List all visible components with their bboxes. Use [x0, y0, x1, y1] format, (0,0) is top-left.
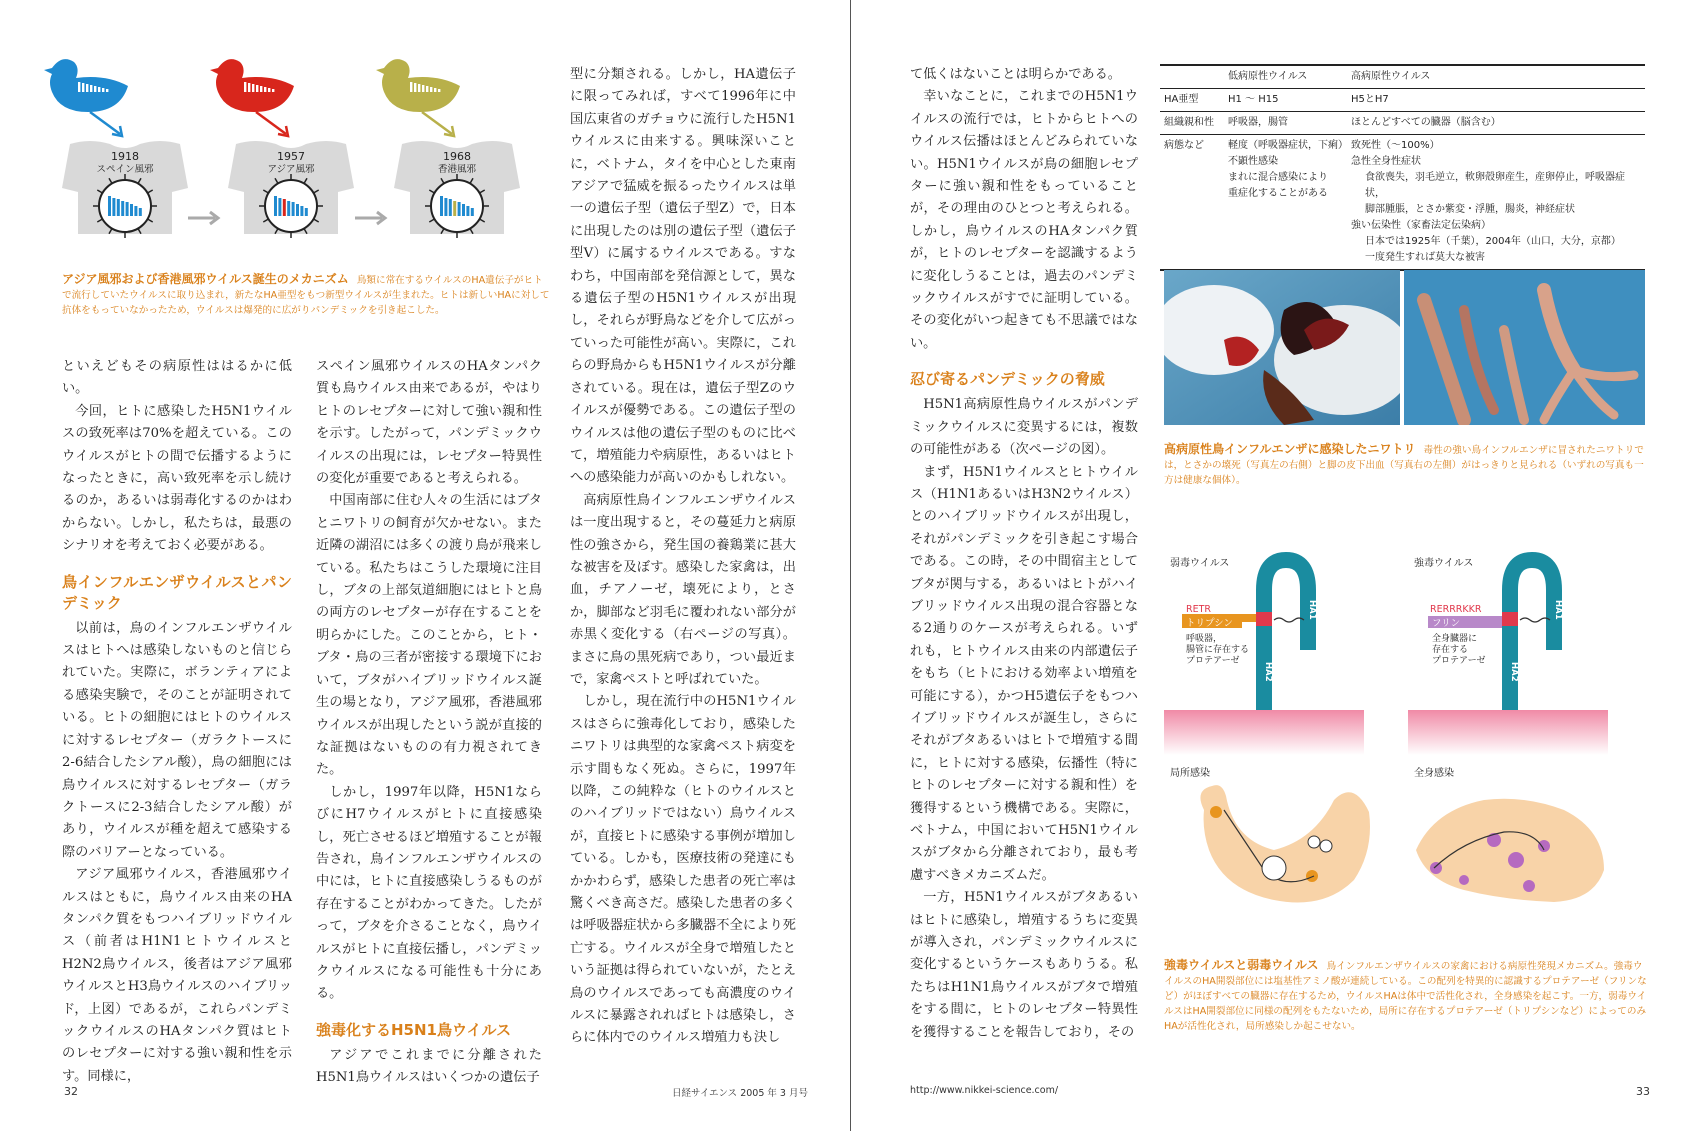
caption-text: 鳥インフルエンザウイルスの家禽における病原性発現メカニズム。強毒ウイルスのHA開裂部位には塩基性アミノ酸が連続している。この配列を特異的に認識するプロテアーゼ（フリンなど）がほぼすべての臓器に存在するため，ウイルスHAは体中で活性化され，全身感染を起こす。一方，弱毒ウイルスはHA開裂部位に同様の配列をもたないため，局所に存在するプロテアーゼ（トリプシンなど）によってのみHAが活性化され，局所感染しか起こせない。 — [1164, 961, 1647, 1032]
cell-line: 重症化することがある — [1228, 188, 1328, 199]
virus-icon — [99, 180, 151, 232]
ha1-label: HA1 — [1553, 600, 1563, 620]
cell-line: 不顕性感染 — [1228, 156, 1278, 167]
cell-line: 呼吸器，腸管 — [1228, 117, 1288, 128]
column-header: 高病原性ウイルス — [1347, 65, 1645, 89]
furin-label: フリン — [1432, 618, 1461, 629]
systemic-infection-label: 全身感染 — [1414, 768, 1454, 779]
pandemic-figure-caption — [62, 272, 550, 318]
arrow-down-icon — [422, 112, 452, 134]
text-column-1 — [910, 64, 1138, 1044]
cell-line: 致死性（～100%） — [1351, 140, 1440, 151]
paragraph: スペイン風邪ウイルスのHAタンパク質も鳥ウイルス由来であるが，やはりヒトのレセプターに対して強い親和性を示す。したがって，パンデミックウイルスの出現には，レセプター特異性の変化が重要であると考えられる。 — [316, 359, 542, 487]
pandemic-year: 1918 — [111, 150, 139, 163]
arrow-down-icon — [90, 112, 120, 134]
text-column-2 — [316, 356, 542, 1090]
pandemic-unit-1968 — [376, 59, 520, 238]
caption-text: 毒性の強い鳥インフルエンザに冒されたニワトリでは，とさかの壊死（写真左の右側）と脚の皮下出血（写真右の左側）がはっきりと見られる（いずれの写真も一方は健康な個体）。 — [1164, 445, 1644, 486]
chicken-silhouette-local — [1200, 785, 1370, 902]
ha2-label: HA2 — [1509, 662, 1519, 682]
diagram-caption — [1164, 958, 1650, 1034]
cell-line: 一度発生すれば莫大な被害 — [1365, 252, 1485, 263]
photo-chicken-legs — [1404, 270, 1645, 425]
pandemic-year: 1957 — [277, 150, 305, 163]
paragraph: 中国南部に住む人々の生活にはブタとニワトリの飼育が欠かせない。また近隣の湖沼には多くの渡り鳥が飛来している。私たちはこうした環境に注目し，ブタの上部気道細胞にはヒトと鳥の両方のレセプターが存在することを明らかにした。このことから，ヒト・ブタ・鳥の三者が密接する環境下において，ブタがハイブリッドウイルス誕生の場となり，アジア風邪，香港風邪ウイルスが出現したという説が直接的な証拠はないものの有力視されてきた。 — [316, 493, 542, 778]
page-number: 33 — [1636, 1085, 1650, 1098]
table-row — [1160, 89, 1645, 112]
caption-title: アジア風邪および香港風邪ウイルス誕生のメカニズム — [62, 272, 349, 286]
cell-line: H1 ～ H15 — [1228, 94, 1279, 105]
caption-title: 高病原性鳥インフルエンザに感染したニワトリ — [1164, 442, 1416, 456]
paragraph: て低くはないことは明らかである。 — [910, 67, 1121, 82]
gutter-divider — [850, 0, 851, 1131]
paragraph: といえどもその病原性ははるかに低い。 — [62, 359, 292, 397]
low-pathogenic-cell — [1224, 135, 1347, 271]
text-column-3 — [570, 64, 796, 1050]
right-page — [852, 0, 1698, 1131]
paragraph: しかし，現在流行中のH5N1ウイルスはさらに強毒化しており，感染したニワトリは典型的な家禽ペスト病変を示す間もなく死ぬ。さらに，1997年以降，この純粋な（ヒトのウイルスとのハイブリッドではない）鳥ウイルスが，直接ヒトに感染する事例が増加している。しかも，医療技術の発達にもかかわらず，感染した患者の死亡率は驚くべき高さだ。感染した患者の多くは呼吸器症状から多臓器不全により死亡する。ウイルスが全身で増殖したという証拠は得られていないが，たとえ鳥のウイルスであっても高濃度のウイルスに暴露されればヒトは感染し，さらに体内でのウイルス増殖力も決し — [570, 694, 796, 1046]
strong-cleavage-seq: RERRRKKR — [1430, 604, 1482, 615]
arrow-down-icon — [256, 112, 286, 134]
pandemic-name: アジア風邪 — [267, 164, 315, 175]
magazine-issue: 日経サイエンス 2005 年 3 月号 — [672, 1088, 808, 1099]
paragraph: アジア風邪ウイルス，香港風邪ウイルスはともに，鳥ウイルス由来のHAタンパク質をもつハイブリッドウイルス（前者はH1N1ヒトウイルスとH2N2鳥ウイルス，後者はアジア風邪ウイルスとH3鳥ウイルスのハイブリッド，上図）であるが，これらパンデミックウイルスのHAタンパク質はヒトのレセプターに対する強い親和性を示す。同様に， — [62, 867, 292, 1084]
cell-line: 日本では1925年（千葉），2004年（山口，大分，京都） — [1365, 236, 1621, 247]
paragraph: 今回，ヒトに感染したH5N1ウイルスの致死率は70%を超えている。このウイルスがヒトの間で伝播するようになったときに，高い致死率を示し続けるのか，あるいは弱毒化するのかはわからない。しかし，私たちは，最悪のシナリオを考えておく必要がある。 — [62, 403, 292, 554]
cell-line: 軽度（呼吸器症状，下痢） — [1228, 140, 1348, 151]
pandemic-origin-figure — [40, 48, 560, 266]
cell-line: 強い伝染性（家畜法定伝染病） — [1351, 220, 1491, 231]
chicken-silhouette-systemic — [1416, 799, 1604, 902]
pandemic-name: 香港風邪 — [437, 164, 477, 175]
paragraph: アジアでこれまでに分離されたH5N1鳥ウイルスはいくつかの遺伝子 — [316, 1047, 542, 1086]
weak-virus-label: 弱毒ウイルス — [1170, 558, 1230, 569]
site-url[interactable]: http://www.nikkei-science.com/ — [910, 1085, 1059, 1096]
page-number: 32 — [64, 1085, 78, 1098]
row-label: 病態など — [1160, 135, 1224, 271]
photo-chicken-comb — [1164, 270, 1400, 425]
table-row — [1160, 135, 1645, 271]
virulence-mechanism-diagram — [1164, 550, 1664, 950]
section-heading: 強毒化するH5N1鳥ウイルス — [316, 1020, 512, 1039]
high-pathogenic-cell — [1347, 135, 1645, 271]
paragraph: まず，H5N1ウイルスとヒトウイルス（H1N1あるいはH3N2ウイルス）とのハイブリッドウイルスが出現し，それがパンデミックを引き起こす場合である。この時，その中間宿主としてブタが関与する，あるいはヒトがハイブリッドウイルス出現の混合容器となる2通りのケースが考えられる。いずれも，ヒトウイルス由来の内部遺伝子をもち（ヒトにおける効率よい増殖を可能にする），かつH5遺伝子をもつハイブリッドウイルスが誕生し，さらにそれがブタあるいはヒトで増殖する間に，ヒトに対する感染，伝播性（特にヒトのレセプターに対する親和性）を獲得するという機構である。実際に，ベトナム，中国においてH5N1ウイルスがブタから分離されており，最も考慮すべきメカニズムだ。 — [910, 464, 1138, 883]
cell-line: 急性全身性症状 — [1351, 156, 1421, 167]
low-pathogenic-cell — [1224, 112, 1347, 135]
low-pathogenic-cell — [1224, 89, 1347, 112]
cell-line: 食欲喪失，羽毛逆立，軟卵殻卵産生，産卵停止，呼吸器症状， — [1365, 172, 1625, 199]
paragraph: 幸いなことに，これまでのH5N1ウイルスの流行では，ヒトからヒトへのウイルス伝播はほとんどみられていない。H5N1ウイルスが鳥の細胞レセプターに強い親和性をもっていることが，その理由のひとつと考えられる。しかし，鳥ウイルスのHAタンパク質が，ヒトのレセプターを認識するように変化しうることは，過去のパンデミックウイルスがすでに証明している。その変化がいつ起きても不思議ではない。 — [910, 89, 1138, 351]
photo-caption — [1164, 442, 1644, 488]
column-header: 低病原性ウイルス — [1224, 65, 1347, 89]
trypsin-label: トリプシン — [1186, 618, 1233, 629]
cell-line: ほとんどすべての臓器（脳含む） — [1351, 117, 1501, 128]
paragraph: しかし，1997年以降，H5N1ならびにH7ウイルスがヒトに直接感染し，死亡させるほど増殖することが報告され，鳥インフルエンザウイルスの中には，ヒトに直接感染しうるものが存在することがわかってきた。したがって，ブタを介さることなく，鳥ウイルスがヒトに直接伝播し，パンデミックウイルスになる可能性も十分にある。 — [316, 784, 542, 1002]
paragraph: 型に分類される。しかし，HA遺伝子に限ってみれば，すべて1996年に中国広東省のガチョウに流行したH5N1ウイルスに由来する。興味深いことに，ベトナム，タイを中心とした東南アジアで猛威を振るったウイルスは単一の遺伝子型（遺伝子型Z）で，日本に出現したのは別の遺伝子型（遺伝子型V）に属するウイルスである。すなわち，中国南部を発信源として，異なる遺伝子型のH5N1ウイルスが出現し，それらが野鳥などを介して広がっていった可能性が高い。実際に，これらの野鳥からもH5N1ウイルスが分離されている。現在は，遺伝子型Zのウイルスが優勢である。この遺伝子型のウイルスは他の遺伝子型のものに比べて，増殖能力や病原性，あるいはヒトへの感染能力が高いのかもしれない。 — [570, 67, 796, 486]
paragraph: 以前は，鳥のインフルエンザウイルスはヒトへは感染しないものと信じられていた。実際に，ボランティアによる感染実験で，そのことが証明されている。ヒトの細胞にはヒトのウイルスに対するレセプター（ガラクトースに2-6結合したシアル酸），鳥の細胞には鳥ウイルスに対するレセプター（ガラクトースに2-3結合したシアル酸）があり，ウイルスが種を超えて感染する際のバリアーとなっている。 — [62, 620, 292, 860]
cell-line: 脚部腫脹，とさか紫変・浮腫，腸炎，神経症状 — [1365, 204, 1575, 215]
pandemic-year: 1968 — [443, 150, 471, 163]
virus-icon — [265, 180, 317, 232]
caption-title: 強毒ウイルスと弱毒ウイルス — [1164, 958, 1319, 972]
section-heading: 忍び寄るパンデミックの脅威 — [910, 370, 1105, 389]
furin-desc: 全身臓器に存在するプロテアーゼ — [1432, 634, 1486, 666]
ha1-label: HA1 — [1307, 600, 1317, 620]
high-pathogenic-cell — [1347, 112, 1645, 135]
paragraph: 一方，H5N1ウイルスがブタあるいはヒトに感染し，増殖するうちに変異が導入され，パンデミックウイルスに変化するというケースもありうる。私たちはH1N1鳥ウイルスがブタで増殖をする間に，ヒトのレセプター特異性を獲得することを報告しており，その — [910, 890, 1138, 1040]
paragraph: H5N1高病原性鳥ウイルスがパンデミックウイルスに変異するには，複数の可能性がある（次ページの図）。 — [910, 397, 1138, 458]
table-header-row — [1160, 65, 1645, 89]
paragraph: 高病原性鳥インフルエンザウイルスは一度出現すると，その蔓延力と病原性の強さから，発生国の養鶏業に甚大な被害を及ぼす。感染した家禽は，出血，チアノーゼ，壊死により，とさか，脚部など羽毛に覆われない部分が赤黒く変化する（右ページの写真）。まさに鳥の黒死病であり，つい最近まで，家禽ペストと呼ばれていた。 — [570, 492, 796, 687]
strong-virus-label: 強毒ウイルス — [1414, 558, 1474, 569]
virus-comparison-table — [1160, 64, 1645, 271]
column-header — [1160, 65, 1224, 89]
pandemic-unit-1957 — [210, 59, 354, 238]
ha2-label: HA2 — [1263, 662, 1273, 682]
row-label: HA亜型 — [1160, 89, 1224, 112]
weak-cleavage-seq: RETR — [1186, 604, 1212, 615]
local-infection-label: 局所感染 — [1170, 768, 1210, 779]
section-heading: 鳥インフルエンザウイルスとパンデミック — [62, 572, 292, 612]
pandemic-unit-1918 — [44, 59, 188, 238]
caption-text: 鳥類に常在するウイルスのHA遺伝子がヒトで流行していたウイルスに取り込まれ，新たなHA亜型をもつ新型ウイルスが生まれた。ヒトは新しいHAに対して抗体をもっていなかったため，ウイルスは爆発的に広がりパンデミックを引き起こした。 — [62, 275, 550, 316]
virus-icon — [431, 180, 483, 232]
pandemic-name: スペイン風邪 — [96, 164, 154, 175]
table-row — [1160, 112, 1645, 135]
high-pathogenic-cell — [1347, 89, 1645, 112]
cell-line: H5とH7 — [1351, 94, 1389, 105]
trypsin-desc: 呼吸器，腸管に存在するプロテアーゼ — [1186, 634, 1250, 666]
row-label: 組織親和性 — [1160, 112, 1224, 135]
text-column-1 — [62, 356, 292, 1088]
cell-line: まれに混合感染により — [1228, 172, 1328, 183]
